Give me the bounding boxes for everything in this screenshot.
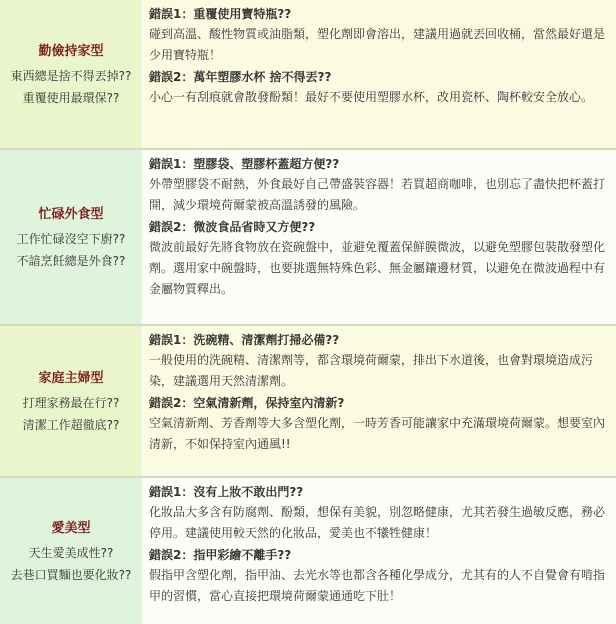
errors-cell	[143, 150, 616, 324]
type-line: 重覆使用最環保??	[22, 90, 120, 105]
type-cell	[0, 478, 142, 624]
type-cell	[0, 150, 142, 324]
table-row	[0, 478, 616, 624]
error-heading: 錯誤2：微波食品省時又方便??	[149, 220, 316, 234]
error-body: 化妝品大多含有防腐劑、酚類，想保有美貌，別忽略健康，尤其若發生過敏反應，務必停用。建議使用較天然的化妝品，愛美也不犧牲健康！	[149, 505, 606, 540]
type-line: 去巷口買麵也要化妝??	[10, 567, 132, 582]
error-heading: 錯誤1：沒有上妝不敢出門??	[149, 485, 304, 499]
type-title: 勤儉持家型	[38, 43, 104, 59]
error-heading: 錯誤2：指甲彩繪不離手??	[149, 548, 292, 562]
error-heading: 錯誤2：空氣清新劑，保持室內清新?	[149, 396, 345, 410]
table-row	[0, 0, 616, 148]
type-line: 東西總是捨不得丟掉??	[10, 68, 132, 83]
error-body: 空氣清新劑、芳香劑等大多含塑化劑，一時芳香可能讓家中充滿環境荷爾蒙。想要室內清新，不如保持室內通風!!	[149, 416, 606, 451]
error-body: 小心一有刮痕就會散發酚類！最好不要使用塑膠水杯，改用瓷杯、陶杯較安全放心。	[149, 90, 594, 104]
error-body: 假指甲含塑化劑，指甲油、去光水等也都含各種化學成分，尤其有的人不自覺會有啃指甲的習慣，當心直接把環境荷爾蒙通通吃下肚！	[149, 568, 606, 603]
type-line: 天生愛美成性??	[28, 545, 114, 560]
type-line: 打理家務最在行??	[22, 395, 120, 410]
error-heading: 錯誤1：重覆使用寶特瓶??	[149, 7, 292, 21]
errors-cell	[143, 326, 616, 476]
type-line: 工作忙碌沒空下廚??	[16, 231, 126, 246]
table-row	[0, 150, 616, 324]
type-cell	[0, 0, 142, 148]
error-body: 外帶塑膠袋不耐熱，外食最好自己帶盛裝容器！若買超商咖啡，也別忘了盡快把杯蓋打開，減少環境荷爾蒙被高溫誘發的風險。	[149, 177, 606, 212]
errors-cell	[143, 0, 616, 148]
type-cell	[0, 326, 142, 476]
type-line: 不諳烹飪總是外食??	[16, 253, 126, 268]
error-body: 碰到高溫、酸性物質或油脂類，塑化劑即會溶出，建議用過就丟回收桶，當然最好還是少用寶特瓶！	[149, 27, 606, 62]
error-body: 微波前最好先將食物放在瓷碗盤中，並避免覆蓋保鮮膜微波，以避免塑膠包裝散發塑化劑。選用家中碗盤時，也要挑選無特殊色彩、無金屬鑲邊材質，以避免在微波過程中有金屬物質釋出。	[149, 240, 606, 296]
type-line: 清潔工作超徹底??	[22, 417, 120, 432]
type-title: 家庭主婦型	[38, 370, 104, 386]
type-title: 愛美型	[51, 520, 91, 536]
error-body: 一般使用的洗碗精、清潔劑等，都含環境荷爾蒙，排出下水道後，也會對環境造成污染，建議選用天然清潔劑。	[149, 353, 594, 388]
error-heading: 錯誤2：萬年塑膠水杯 捨不得丟??	[149, 70, 332, 84]
errors-cell	[143, 478, 616, 624]
error-heading: 錯誤1：塑膠袋、塑膠杯蓋超方便??	[149, 157, 340, 171]
error-heading: 錯誤1：洗碗精、清潔劑打掃必備??	[149, 333, 340, 347]
type-title: 忙碌外食型	[38, 206, 104, 222]
table-row	[0, 326, 616, 476]
